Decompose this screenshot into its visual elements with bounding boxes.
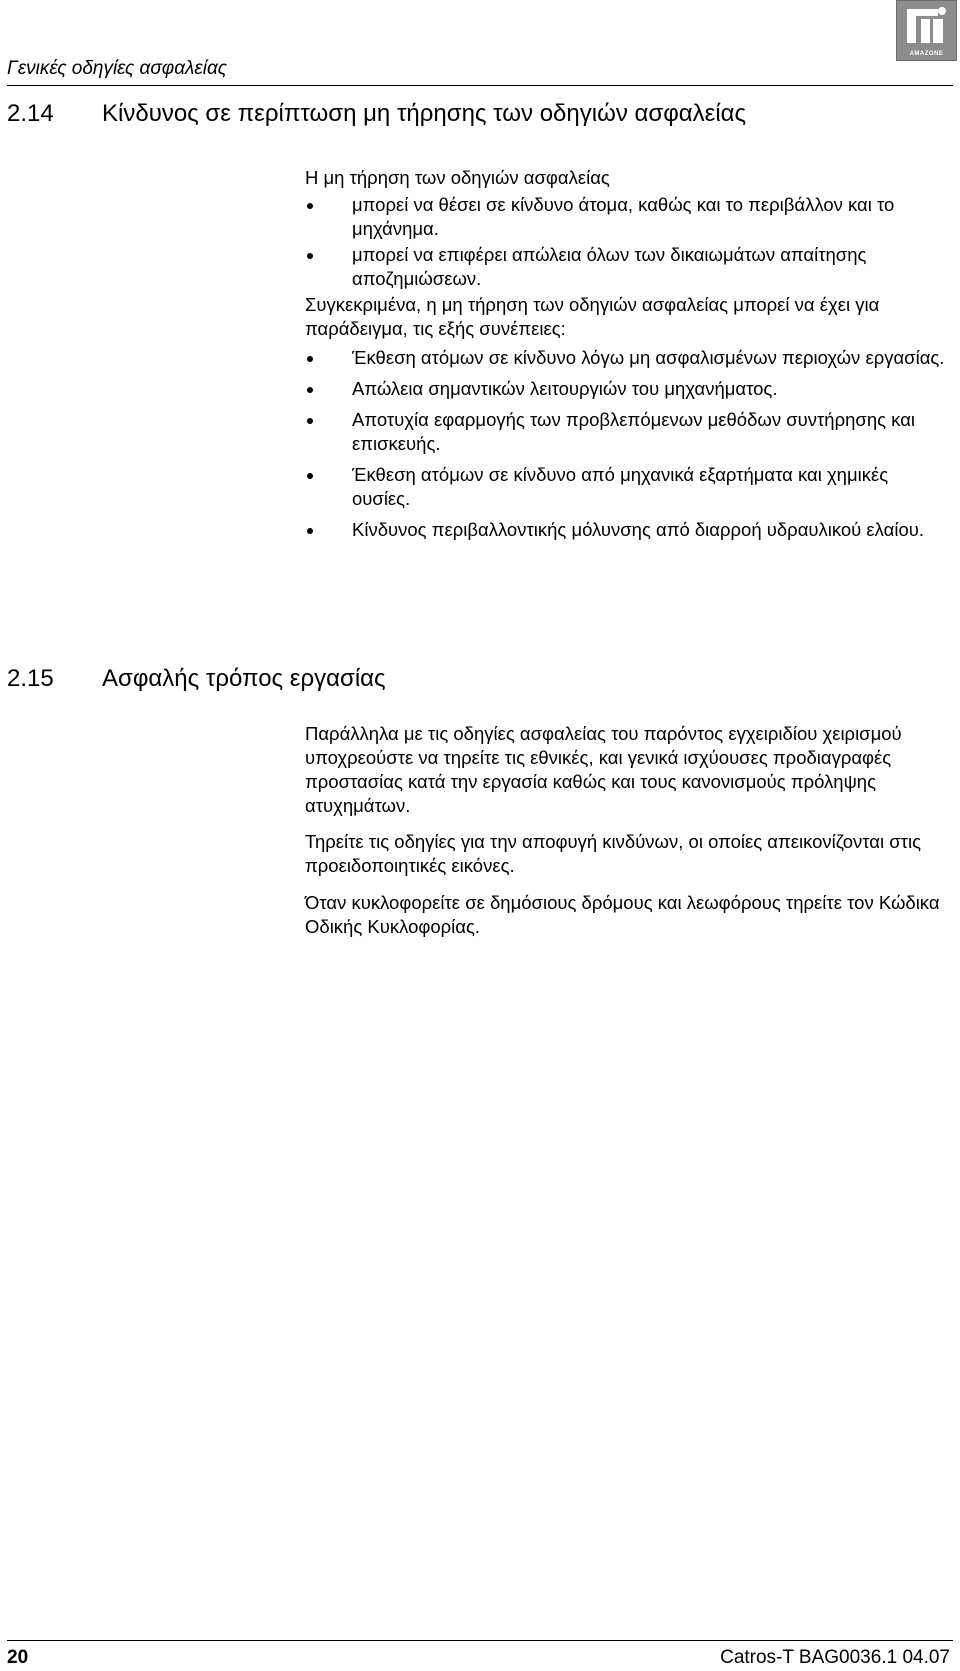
page-number: 20	[7, 1647, 29, 1668]
amazone-logo-icon	[896, 0, 957, 61]
list-item: Απώλεια σημαντικών λειτουργιών του μηχανήματος.	[305, 377, 950, 401]
section-title: Ασφαλής τρόπος εργασίας	[102, 665, 386, 692]
section-paragraph: Τηρείτε τις οδηγίες για την αποφυγή κινδύνων, οι οποίες απεικονίζονται στις προειδοποιητικές εικόνες.	[305, 831, 921, 876]
document-id: Catros-T BAG0036.1 04.07	[720, 1647, 950, 1668]
section-paragraph: Όταν κυκλοφορείτε σε δημόσιους δρόμους και λεωφόρους τηρείτε τον Κώδικα Οδικής Κυκλοφορίας.	[305, 892, 940, 937]
section-heading-2-14	[7, 100, 746, 128]
list-item: μπορεί να θέσει σε κίνδυνο άτομα, καθώς και το περιβάλλον και το μηχάνημα.	[305, 193, 950, 241]
header-rule	[7, 85, 953, 86]
section-intro: Η μη τήρηση των οδηγιών ασφαλείας	[305, 167, 610, 188]
logo-text: AMAZONE	[909, 51, 944, 57]
section-title: Κίνδυνος σε περίπτωση μη τήρησης των οδηγιών ασφαλείας	[102, 100, 747, 127]
section-heading-2-15	[7, 665, 386, 693]
list-item: μπορεί να επιφέρει απώλεια όλων των δικαιωμάτων απαίτησης αποζημιώσεων.	[305, 243, 950, 291]
section-number: 2.15	[7, 665, 54, 692]
section-paragraph: Συγκεκριμένα, η μη τήρηση των οδηγιών ασφαλείας μπορεί να έχει για παράδειγμα, τις εξής συνέπειες:	[305, 294, 880, 339]
section-number: 2.14	[7, 100, 54, 127]
list-item: Έκθεση ατόμων σε κίνδυνο λόγω μη ασφαλισμένων περιοχών εργασίας.	[305, 346, 950, 370]
running-head: Γενικές οδηγίες ασφαλείας	[7, 58, 228, 79]
list-item: Κίνδυνος περιβαλλοντικής μόλυνσης από διαρροή υδραυλικού ελαίου.	[305, 518, 950, 542]
footer-rule	[7, 1640, 953, 1641]
consequence-list-a	[305, 193, 950, 291]
section-paragraph: Παράλληλα με τις οδηγίες ασφαλείας του παρόντος εγχειριδίου χειρισμού υποχρεούστε να τηρείτε τις εθνικές, και γενικά ισχύουσες προδιαγραφές προστασίας κατά την εργασία καθώς και τους κανονισμούς πρόληψης ατυχημάτων.	[305, 723, 902, 816]
consequence-list-b	[305, 346, 950, 542]
list-item: Έκθεση ατόμων σε κίνδυνο από μηχανικά εξαρτήματα και χημικές ουσίες.	[305, 463, 950, 511]
list-item: Αποτυχία εφαρμογής των προβλεπόμενων μεθόδων συντήρησης και επισκευής.	[305, 408, 950, 456]
